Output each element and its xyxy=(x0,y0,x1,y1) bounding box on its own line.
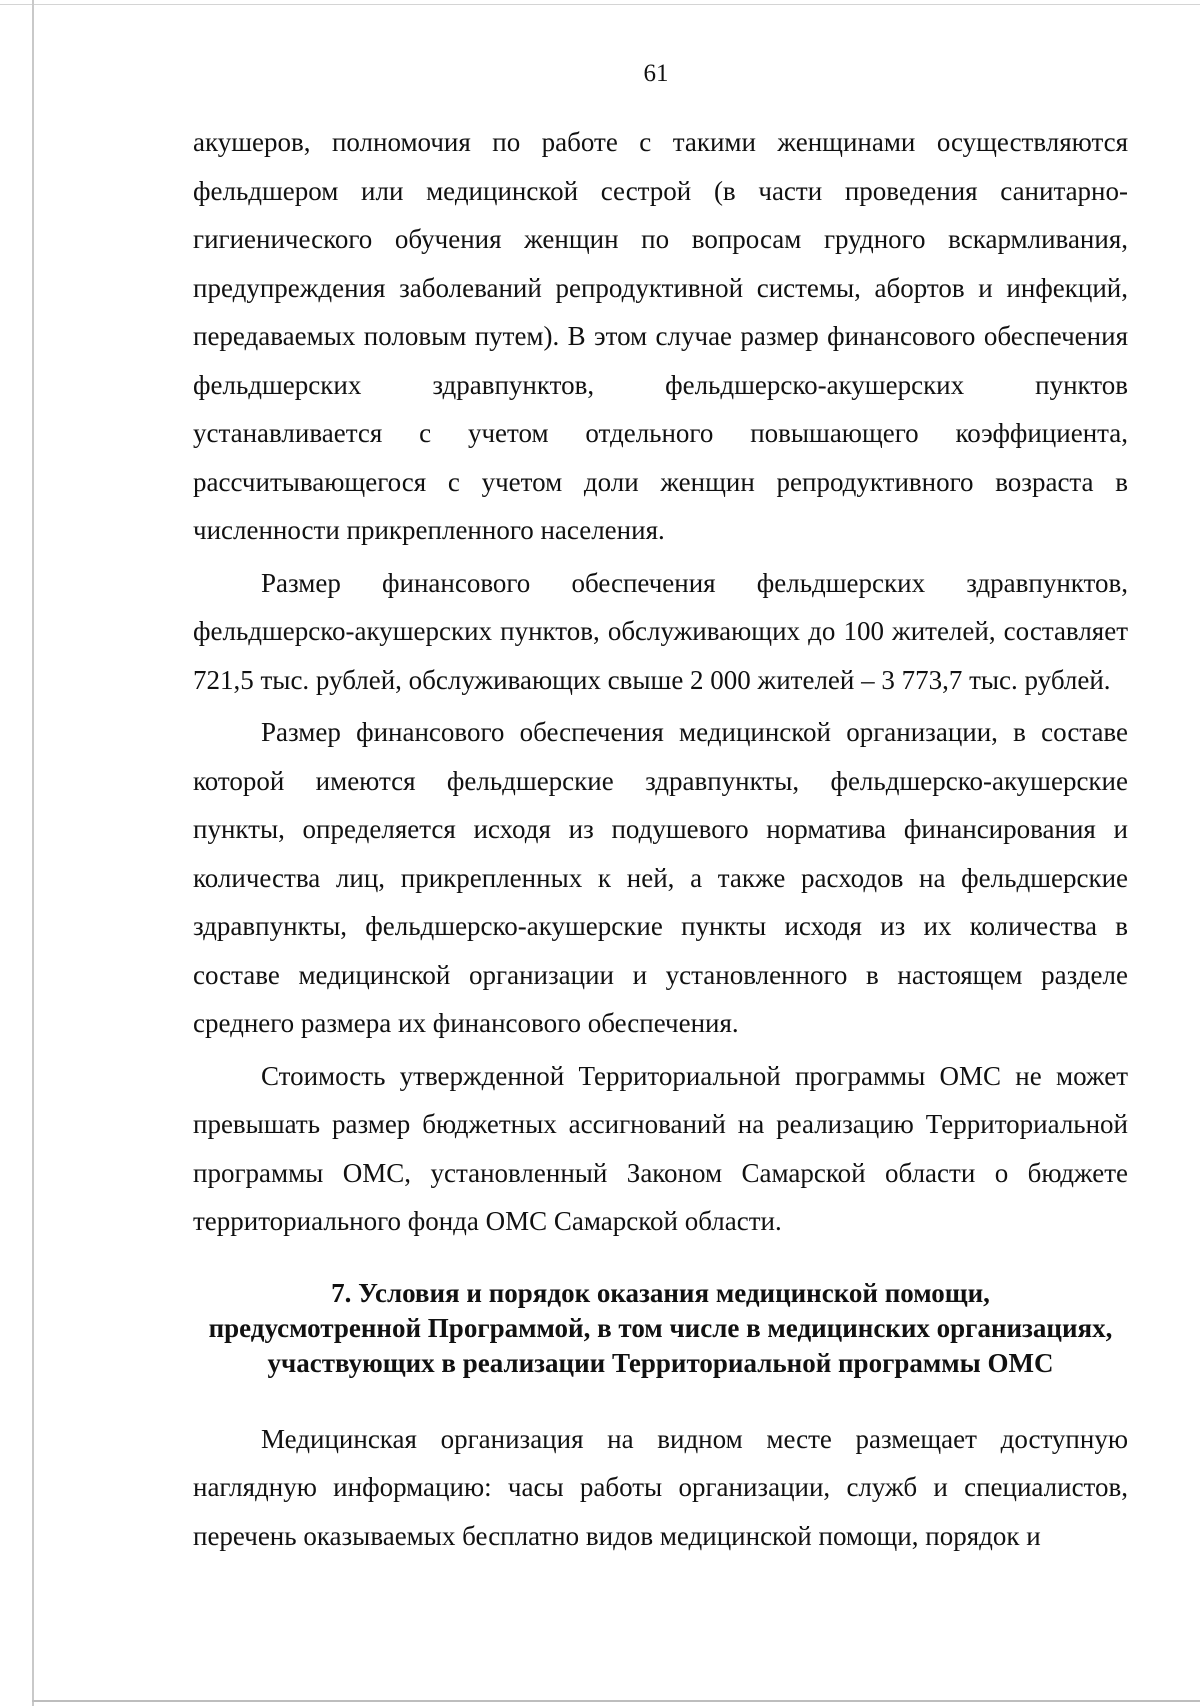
scan-edge-top xyxy=(0,4,1200,5)
scan-edge-left xyxy=(32,0,34,1706)
paragraph-continuation: акушеров, полномочия по работе с такими женщинами осуществляются фельдшером или медицинской сестрой (в части проведения санитарно-гигиенического обучения женщин по вопросам грудного вскармливания, предупреждения заболеваний репродуктивной системы, абортов и инфекций, передаваемых половым путем). В этом случае размер финансового обеспечения фельдшерских здравпунктов, фельдшерско-акушерских пунктов устанавливается с учетом отдельного повышающего коэффициента, рассчитывающегося с учетом доли женщин репродуктивного возраста в численности прикрепленного населения. xyxy=(193,127,1128,545)
page-number: 61 xyxy=(643,60,669,87)
paragraph-fap-funding-size: Размер финансового обеспечения фельдшерских здравпунктов, фельдшерско-акушерских пунктов, обслуживающих до 100 жителей, составляет 721,5 тыс. рублей, обслуживающих свыше 2 000 жителей – 3 773,7 тыс. рублей. xyxy=(193,567,1128,695)
paragraph-organization-funding: Размер финансового обеспечения медицинской организации, в составе которой имеются фельдшерские здравпункты, фельдшерско-акушерские пункты, определяется исходя из подушевого норматива финансирования и количества лиц, прикрепленных к ней, а также расходов на фельдшерские здравпункты, фельдшерско-акушерские пункты исходя из их количества в составе медицинской организации и установленного в настоящем разделе среднего размера их финансового обеспечения. xyxy=(193,717,1128,1038)
scan-edge-bottom xyxy=(32,1700,1200,1702)
document-body xyxy=(193,118,1128,1560)
section-heading-line-3: участвующих в реализации Территориальной программы ОМС xyxy=(267,1347,1054,1378)
section-heading-line-2: предусмотренной Программой, в том числе в медицинских организациях, xyxy=(208,1312,1113,1343)
section-heading-line-1: 7. Условия и порядок оказания медицинской помощи, xyxy=(331,1277,990,1308)
section-heading xyxy=(193,1246,1128,1415)
paragraph-program-cost: Стоимость утвержденной Территориальной программы ОМС не может превышать размер бюджетных ассигнований на реализацию Территориальной программы ОМС, установленный Законом Самарской области о бюджете территориального фонда ОМС Самарской области. xyxy=(193,1060,1128,1236)
paragraph-visible-information: Медицинская организация на видном месте размещает доступную наглядную информацию: часы работы организации, служб и специалистов, перечень оказываемых бесплатно видов медицинской помощи, порядок и xyxy=(193,1423,1128,1551)
